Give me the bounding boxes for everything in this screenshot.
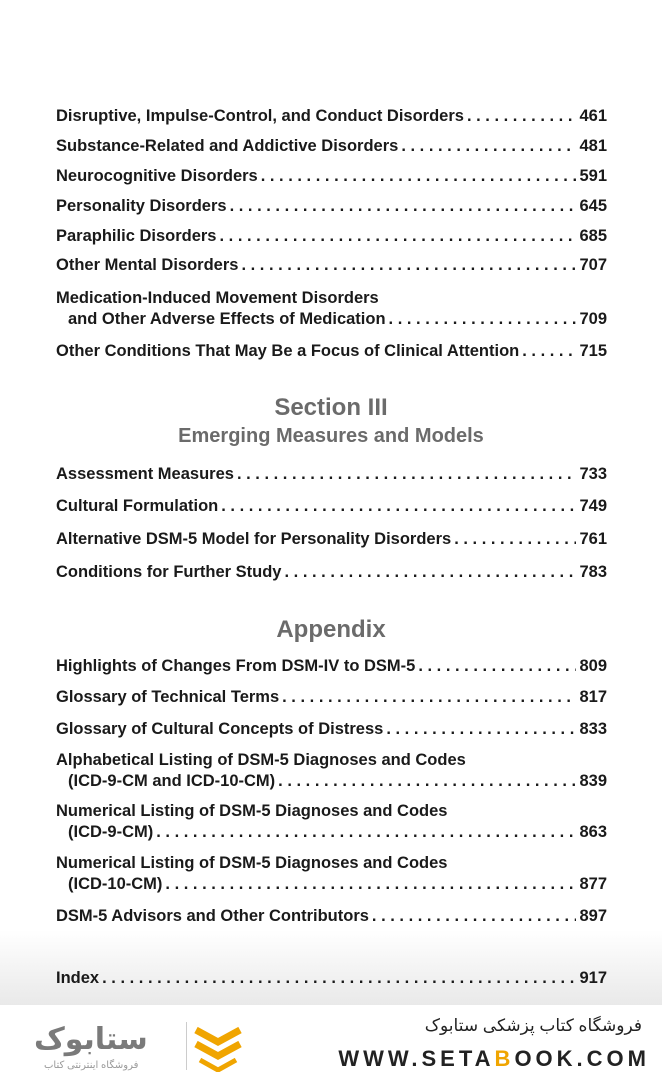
toc-entry[interactable] — [56, 464, 607, 484]
entry-title-line2: (ICD-9-CM) — [68, 823, 154, 841]
entry-title-line2: (ICD-10-CM) — [68, 875, 163, 893]
entry-page: 749 — [579, 497, 607, 515]
dot-leader — [386, 719, 576, 739]
store-name: فروشگاه کتاب پزشکی ستابوک — [424, 1016, 642, 1035]
dot-leader — [284, 562, 576, 582]
toc-entry[interactable] — [56, 255, 607, 275]
entry-title: Highlights of Changes From DSM-IV to DSM-5 — [56, 657, 416, 675]
entry-title-line1: Alphabetical Listing of DSM-5 Diagnoses and Codes — [56, 751, 466, 769]
entry-page: 707 — [579, 256, 607, 274]
entry-title-line1: Numerical Listing of DSM-5 Diagnoses and Codes — [56, 802, 448, 820]
entry-page: 877 — [579, 875, 607, 893]
dot-leader — [102, 968, 576, 988]
toc-entry[interactable] — [56, 906, 607, 926]
entry-page: 461 — [579, 107, 607, 125]
entry-title: Personality Disorders — [56, 197, 227, 215]
toc-entry[interactable] — [56, 562, 607, 582]
dot-leader — [454, 529, 576, 549]
toc-entry[interactable] — [56, 853, 607, 894]
dot-leader — [237, 464, 577, 484]
entry-title: Disruptive, Impulse-Control, and Conduct Disorders — [56, 107, 464, 125]
section-subheading: Emerging Measures and Models — [178, 425, 484, 447]
entry-title: Alternative DSM-5 Model for Personality Disorders — [56, 530, 452, 548]
dot-leader — [261, 166, 577, 186]
entry-page: 863 — [579, 823, 607, 841]
entry-title: Substance-Related and Addictive Disorders — [56, 137, 399, 155]
entry-title: Glossary of Cultural Concepts of Distress — [56, 720, 384, 738]
toc-entry[interactable] — [56, 226, 607, 246]
entry-page: 591 — [579, 167, 607, 185]
dot-leader — [221, 496, 576, 516]
dot-leader — [156, 822, 576, 842]
store-logo-subtitle: فروشگاه اینترنتی کتاب — [44, 1060, 139, 1071]
entry-title-line2: (ICD-9-CM and ICD-10-CM) — [68, 772, 276, 790]
entry-page: 783 — [579, 563, 607, 581]
toc-entry[interactable] — [56, 719, 607, 739]
toc-entry[interactable] — [56, 136, 607, 156]
entry-title: DSM-5 Advisors and Other Contributors — [56, 907, 369, 925]
dot-leader — [418, 656, 576, 676]
entry-page: 761 — [579, 530, 607, 548]
entry-title: Paraphilic Disorders — [56, 227, 217, 245]
dot-leader — [230, 196, 577, 216]
entry-page: 733 — [579, 465, 607, 483]
dot-leader — [219, 226, 576, 246]
entry-title-line1: Numerical Listing of DSM-5 Diagnoses and Codes — [56, 854, 448, 872]
toc-entry[interactable] — [56, 106, 607, 126]
entry-page: 645 — [579, 197, 607, 215]
toc-entry[interactable] — [56, 166, 607, 186]
appendix-heading: Appendix — [276, 616, 386, 643]
toc-entry[interactable] — [56, 687, 607, 707]
toc-entry[interactable] — [56, 801, 607, 842]
dot-leader — [467, 106, 577, 126]
dot-leader — [522, 341, 576, 361]
entry-title: Index — [56, 969, 100, 987]
entry-page: 833 — [579, 720, 607, 738]
entry-page: 817 — [579, 688, 607, 706]
store-logo-icon — [186, 1020, 248, 1072]
toc-entry[interactable] — [56, 656, 607, 676]
entry-title: Glossary of Technical Terms — [56, 688, 280, 706]
entry-title: Cultural Formulation — [56, 497, 219, 515]
entry-title-line2: and Other Adverse Effects of Medication — [68, 310, 386, 328]
toc-entry[interactable] — [56, 196, 607, 216]
entry-page: 709 — [579, 310, 607, 328]
entry-page: 839 — [579, 772, 607, 790]
entry-page: 917 — [579, 969, 607, 987]
entry-page: 685 — [579, 227, 607, 245]
entry-page: 715 — [579, 342, 607, 360]
toc-entry[interactable] — [56, 529, 607, 549]
store-logo-text: ستابوک — [34, 1023, 148, 1056]
dot-leader — [401, 136, 576, 156]
dot-leader — [165, 874, 576, 894]
toc-entry[interactable] — [56, 750, 607, 791]
dot-leader — [278, 771, 576, 791]
dot-leader — [241, 255, 576, 275]
entry-title-line1: Medication-Induced Movement Disorders — [56, 289, 379, 307]
entry-title: Conditions for Further Study — [56, 563, 282, 581]
toc-entry[interactable] — [56, 341, 607, 361]
dot-leader — [372, 906, 577, 926]
toc-entry[interactable] — [56, 288, 607, 329]
entry-title: Other Conditions That May Be a Focus of Clinical Attention — [56, 342, 520, 360]
entry-title: Other Mental Disorders — [56, 256, 239, 274]
dot-leader — [282, 687, 576, 707]
store-url[interactable]: WWW.SETABOOK.COM — [338, 1046, 650, 1071]
toc-entry[interactable] — [56, 496, 607, 516]
entry-page: 897 — [579, 907, 607, 925]
entry-title: Neurocognitive Disorders — [56, 167, 258, 185]
entry-page: 809 — [579, 657, 607, 675]
entry-page: 481 — [579, 137, 607, 155]
entry-title: Assessment Measures — [56, 465, 234, 483]
toc-entry-index[interactable] — [56, 968, 607, 988]
dot-leader — [389, 309, 577, 329]
section-heading: Section III — [274, 394, 388, 421]
